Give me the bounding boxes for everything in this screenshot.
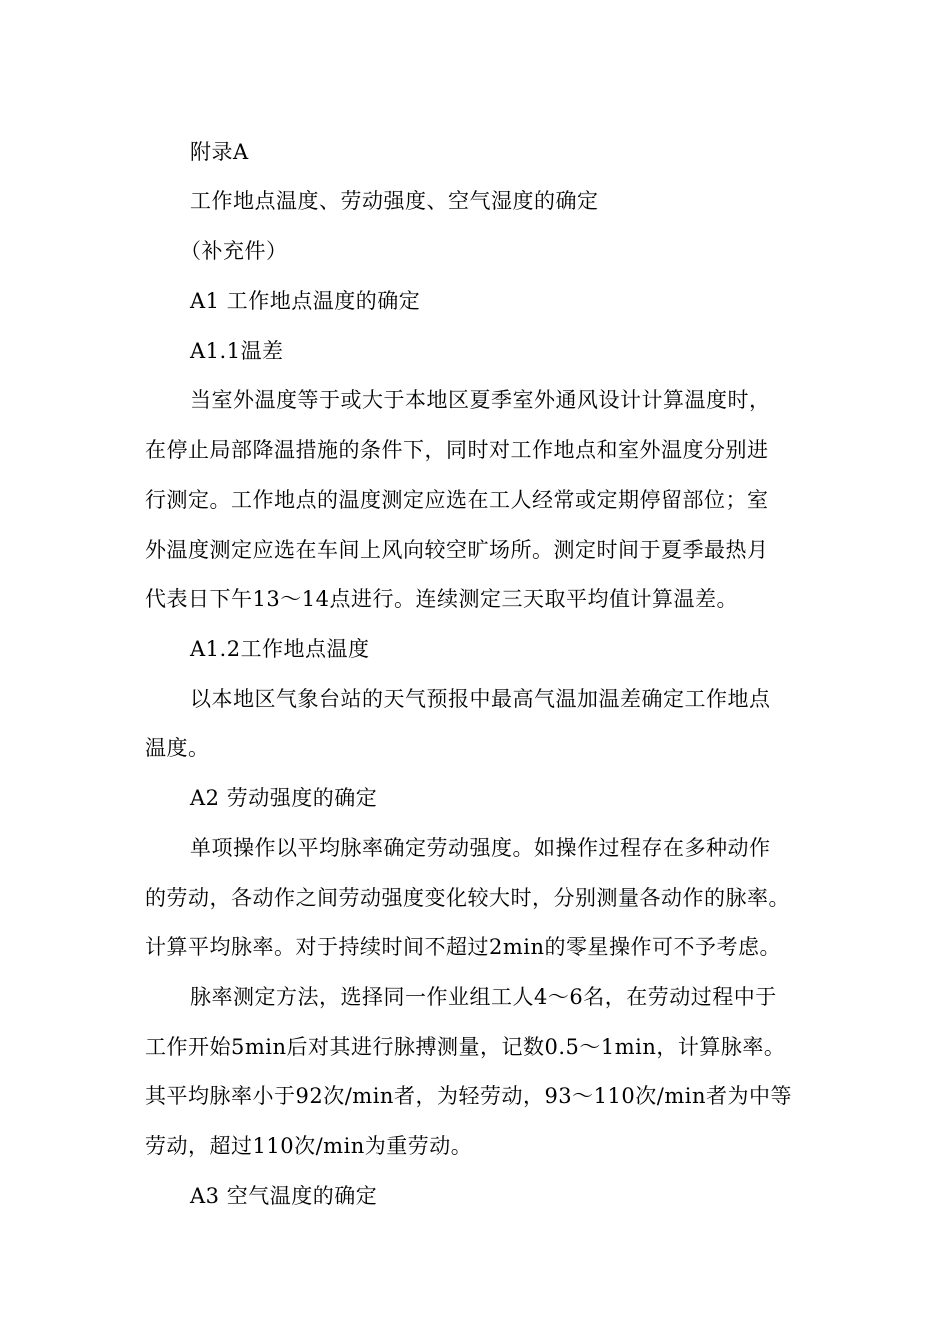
- section-a1-2-heading: A1.2工作地点温度: [190, 637, 370, 661]
- paragraph-line: 其平均脉率小于92次/min者，为轻劳动，93～110次/min者为中等: [145, 1084, 792, 1108]
- paragraph-line: 当室外温度等于或大于本地区夏季室外通风设计计算温度时，: [190, 388, 771, 412]
- section-a2-heading: A2 劳动强度的确定: [190, 786, 378, 810]
- paragraph-line: 在停止局部降温措施的条件下，同时对工作地点和室外温度分别进: [145, 438, 769, 462]
- paragraph-line: 的劳动，各动作之间劳动强度变化较大时，分别测量各动作的脉率。: [145, 886, 790, 910]
- appendix-title: 工作地点温度、劳动强度、空气湿度的确定: [190, 189, 599, 213]
- paragraph-line: 脉率测定方法，选择同一作业组工人4～6名，在劳动过程中于: [190, 985, 777, 1009]
- paragraph-line: 工作开始5min后对其进行脉搏测量，记数0.5～1min，计算脉率。: [145, 1035, 786, 1059]
- paragraph-line: 单项操作以平均脉率确定劳动强度。如操作过程存在多种动作: [190, 836, 771, 860]
- appendix-label: 附录A: [190, 140, 249, 164]
- paragraph-line: 以本地区气象台站的天气预报中最高气温加温差确定工作地点: [190, 687, 771, 711]
- paragraph-line: 外温度测定应选在车间上风向较空旷场所。测定时间于夏季最热月: [145, 538, 769, 562]
- paragraph-line: 代表日下午13～14点进行。连续测定三天取平均值计算温差。: [145, 587, 738, 611]
- paragraph-line: 行测定。工作地点的温度测定应选在工人经常或定期停留部位；室: [145, 488, 769, 512]
- section-a1-heading: A1 工作地点温度的确定: [190, 289, 421, 313]
- paragraph-line: 计算平均脉率。对于持续时间不超过2min的零星操作可不予考虑。: [145, 935, 782, 959]
- supplement-note: （补充件）: [180, 239, 288, 263]
- paragraph-line: 劳动，超过110次/min为重劳动。: [145, 1134, 473, 1158]
- section-a1-1-heading: A1.1温差: [190, 339, 284, 363]
- section-a3-heading: A3 空气温度的确定: [190, 1184, 378, 1208]
- paragraph-line: 温度。: [145, 736, 210, 760]
